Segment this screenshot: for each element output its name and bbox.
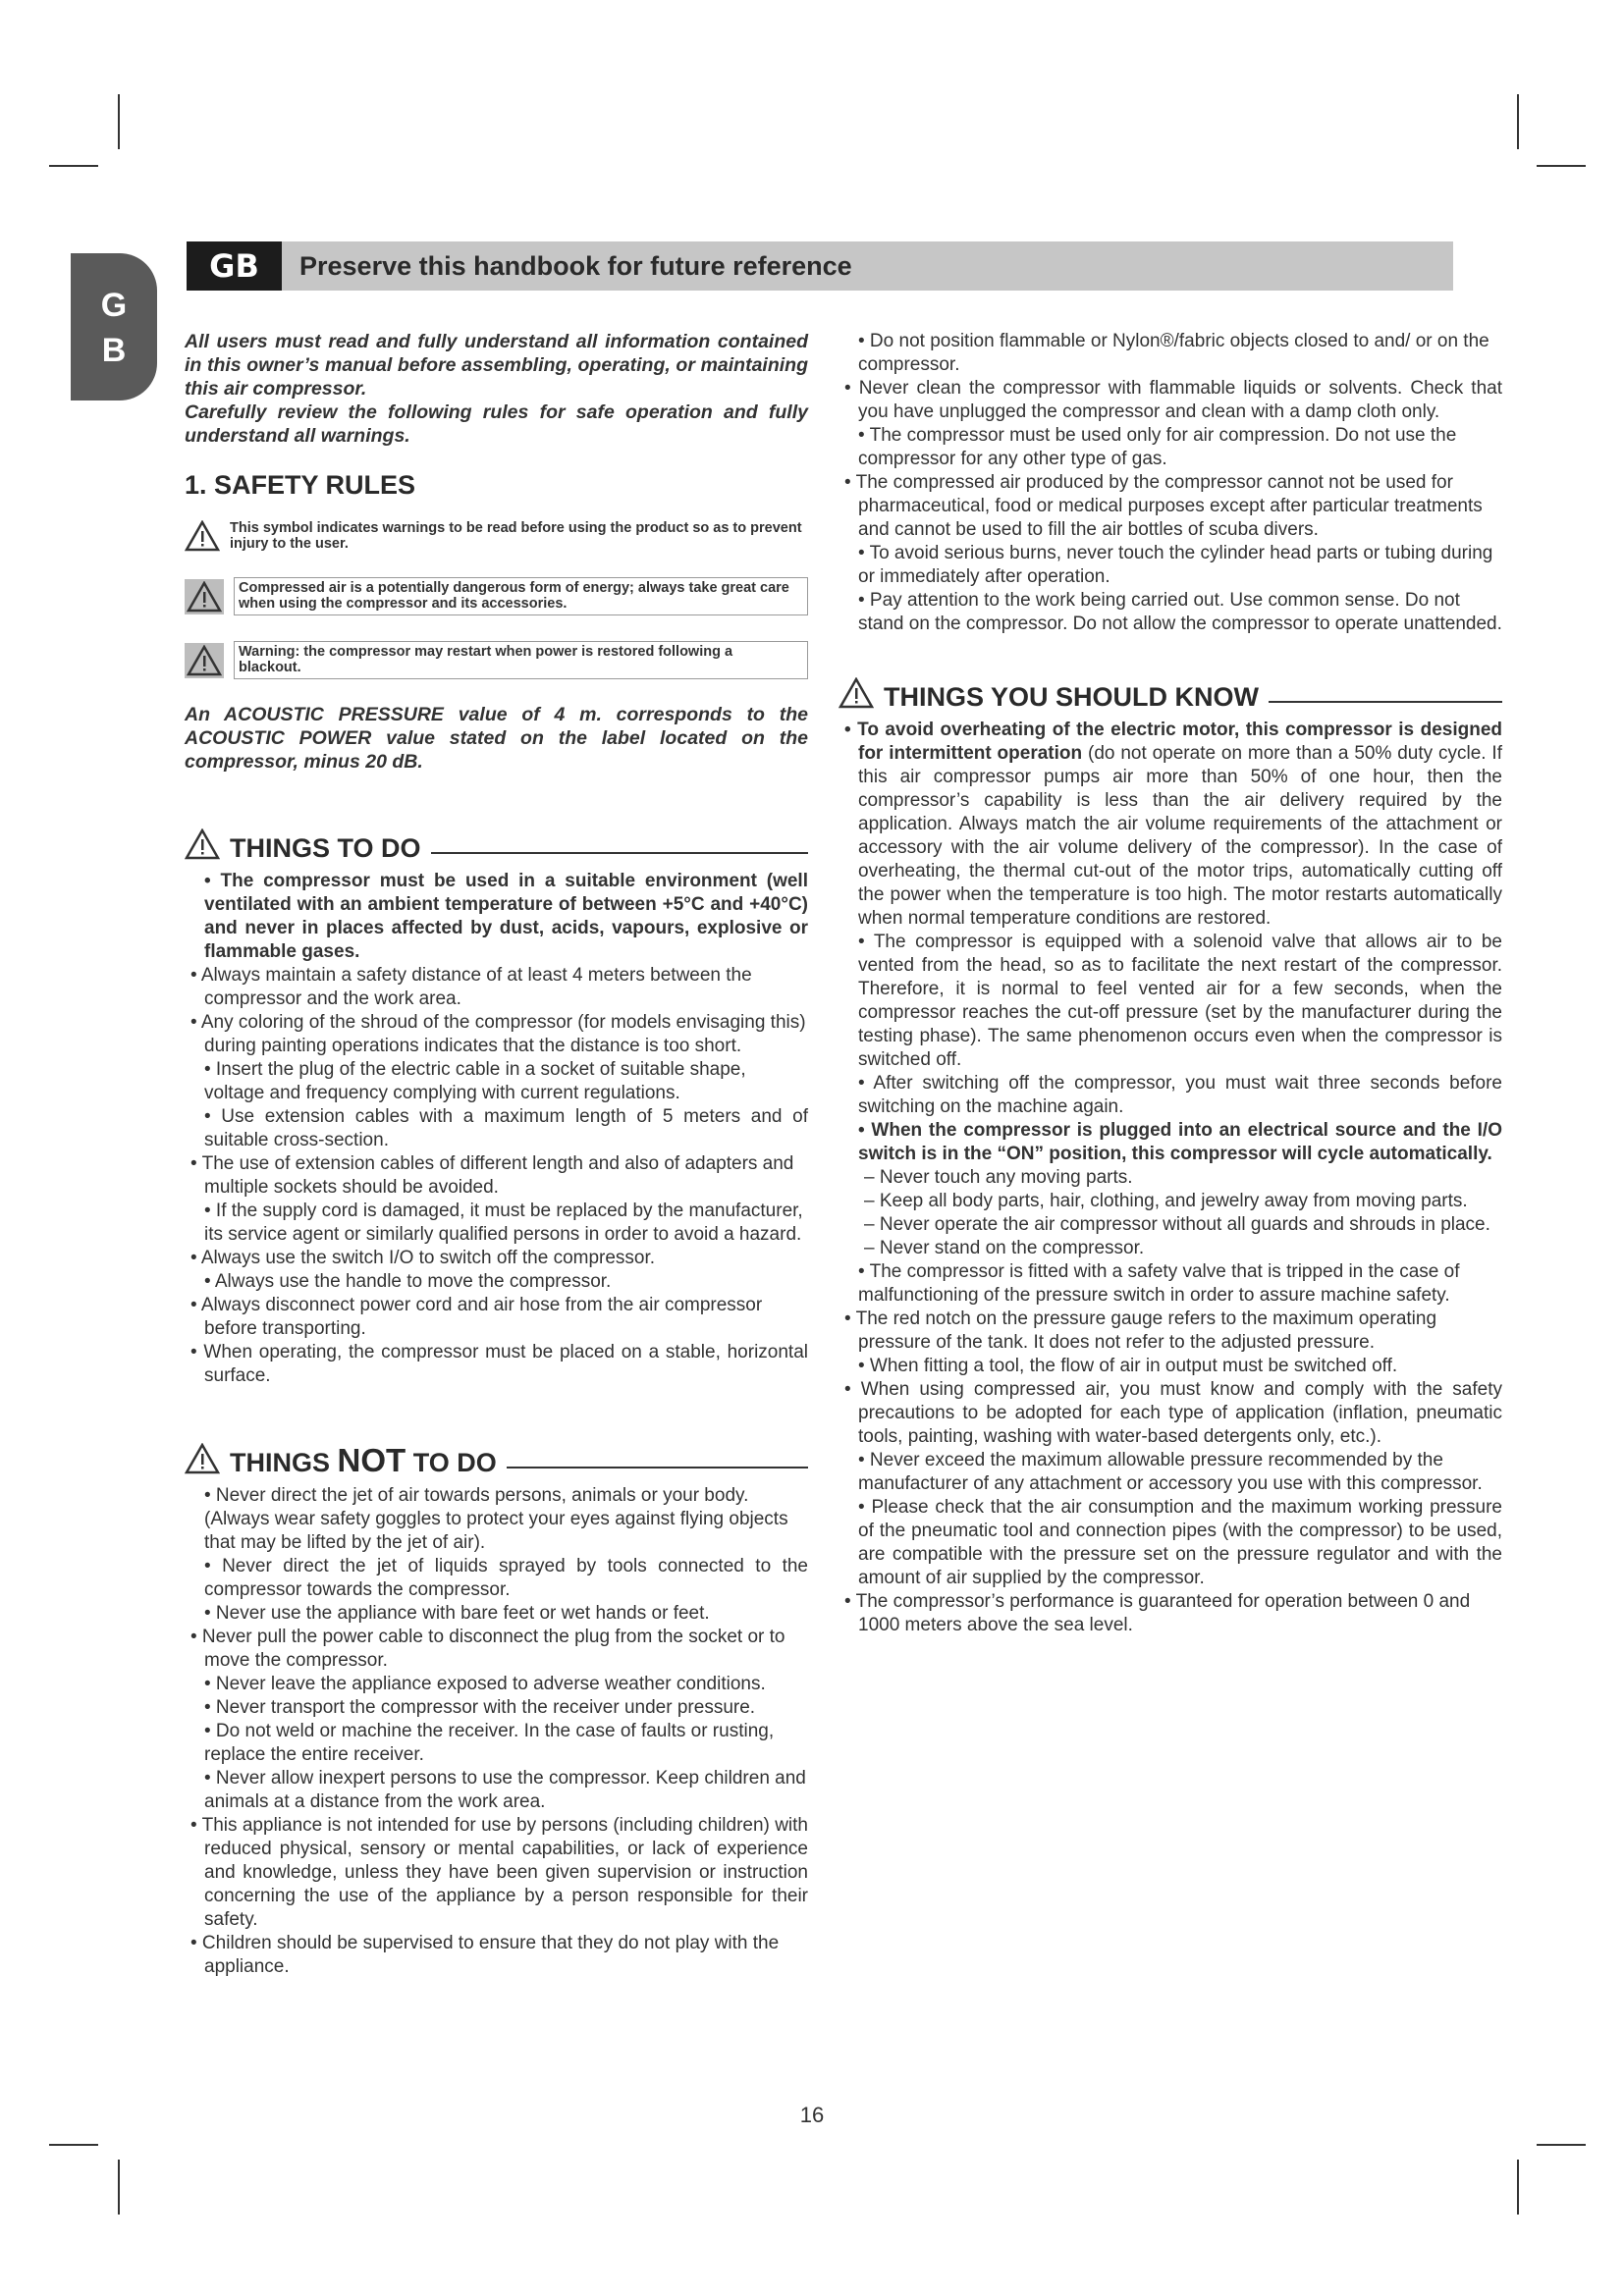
list-item-text: • If the supply cord is damaged, it must be replaced by the manufacturer, its service agent or similarly qualified persons in order to avoid a hazard. (204, 1201, 803, 1245)
list-item-text: • Insert the plug of the electric cable in a socket of suitable shape, voltage and frequency complying with current regulations. (204, 1059, 746, 1103)
list-item-text: • The compressor’s performance is guaranteed for operation between 0 and 1000 meters above the sea level. (844, 1591, 1471, 1635)
list-item (185, 1270, 808, 1294)
list-item-text: – Never touch any moving parts. (864, 1167, 1133, 1188)
list-item (839, 377, 1502, 424)
side-tab-letter: G (100, 287, 128, 324)
list-item-text: • Never use the appliance with bare feet or wet hands or feet. (204, 1603, 710, 1624)
list-item (185, 1932, 808, 1979)
crop-mark (1537, 165, 1586, 167)
right-top-list (839, 330, 1502, 636)
title-emphasis: NOT (337, 1442, 406, 1478)
list-item-text: • When fitting a tool, the flow of air in output must be switched off. (858, 1356, 1398, 1376)
list-item (839, 1260, 1502, 1308)
list-item (839, 1190, 1502, 1213)
subsection-title: THINGS TO DO (230, 833, 421, 863)
list-item (839, 1166, 1502, 1190)
list-item (185, 1626, 808, 1673)
warning-triangle-icon (185, 579, 224, 614)
warning-text: Compressed air is a potentially dangerous form of energy; always take great care when using the compressor and its accessories. (239, 580, 789, 612)
acoustic-note: An ACOUSTIC PRESSURE value of 4 m. corresponds to the ACOUSTIC POWER value stated on the label located on the compressor, minus 20 dB. (185, 704, 808, 773)
list-item (185, 1152, 808, 1200)
list-item-text: • The compressor must be used in a suitable environment (well ventilated with an ambient temperature of between +5°C and +40°C) and never in places affected by dust, acids, vapours, explosive or flammable gases. (204, 871, 808, 962)
list-item-text: • Always use the switch I/O to switch off the compressor. (190, 1248, 656, 1268)
subsection-title: THINGS YOU SHOULD KNOW (884, 682, 1260, 712)
list-item-text: – Never operate the air compressor without all guards and shrouds in place. (864, 1214, 1490, 1235)
warning-note (185, 520, 808, 552)
things-you-should-know-list (839, 719, 1502, 1637)
title-part: THINGS (230, 1448, 331, 1477)
list-item-text: • Never transport the compressor with the receiver under pressure. (204, 1697, 756, 1718)
list-item-text: • Never leave the appliance exposed to adverse weather conditions. (204, 1674, 766, 1694)
list-item (185, 1767, 808, 1814)
list-item-text: • To avoid overheating of the electric motor, this compressor is designed for intermittent operation (844, 720, 1502, 764)
list-item-text: • The use of extension cables of different length and also of adapters and multiple sockets should be avoided. (190, 1153, 794, 1198)
list-item-text: • When using compressed air, you must know and comply with the safety precautions to be adopted for each type of application (inflation, pneumatic tools, painting, washing with water-based detergents only, etc.). (844, 1379, 1502, 1447)
list-item (185, 1814, 808, 1932)
list-item (839, 1378, 1502, 1449)
title-part: TO DO (412, 1448, 497, 1477)
list-item (839, 1119, 1502, 1166)
list-item (185, 1555, 808, 1602)
list-item (185, 964, 808, 1011)
list-item (185, 1696, 808, 1720)
list-item-text: • Never allow inexpert persons to use the compressor. Keep children and animals at a distance from the work area. (204, 1768, 806, 1812)
list-item (839, 1496, 1502, 1590)
list-item (839, 1590, 1502, 1637)
warning-triangle-icon (185, 828, 220, 860)
warning-text: Warning: the compressor may restart when power is restored following a blackout. (239, 644, 733, 675)
side-tab-letter: B (101, 332, 127, 369)
crop-mark (49, 2144, 98, 2146)
language-code: GB (187, 241, 282, 291)
list-item-text: • The compressor is fitted with a safety valve that is tripped in the case of malfunctioning of the pressure switch in order to assure machine safety. (858, 1261, 1460, 1306)
crop-mark (49, 165, 98, 167)
list-item-text: • When the compressor is plugged into an electrical source and the I/O switch is in the “ON” position, this compressor will cycle automatically. (858, 1120, 1502, 1164)
list-item (839, 1237, 1502, 1260)
list-item (185, 1673, 808, 1696)
list-item (185, 1484, 808, 1555)
list-item (839, 1072, 1502, 1119)
list-item (839, 1213, 1502, 1237)
list-item-detail: (do not operate on more than a 50% duty cycle. If this air compressor pumps air more than 50% of one hour, then the compressor’s capability is less than the air delivery required by the application. Always match the air volume requirements of the attachment or accessory with the air volume delivery of the compressor). In the case of overheating, the thermal cut-out of the motor trips, automatically cutting off the power when the temperature is too high. The motor restarts automatically when normal temperature conditions are restored. (858, 743, 1502, 929)
list-item (839, 719, 1502, 931)
list-item (185, 1247, 808, 1270)
list-item-text: • The compressor must be used only for air compression. Do not use the compressor for any other type of gas. (858, 425, 1457, 469)
list-item (839, 424, 1502, 471)
list-item-text: • After switching off the compressor, you must wait three seconds before switching on the machine again. (858, 1073, 1502, 1117)
list-item-text: • Never pull the power cable to disconnect the plug from the socket or to move the compressor. (190, 1627, 785, 1671)
crop-mark (1537, 2144, 1586, 2146)
list-item (185, 1720, 808, 1767)
intro-text: Carefully review the following rules for safe operation and fully understand all warnings. (185, 401, 808, 447)
list-item-text: • This appliance is not intended for use by persons (including children) with reduced physical, sensory or mental capabilities, or lack of experience and knowledge, unless they have been given supervision or instruction concerning the use of the appliance by a person responsible for their safety. (190, 1815, 808, 1930)
list-item-text: – Keep all body parts, hair, clothing, and jewelry away from moving parts. (864, 1191, 1468, 1211)
left-column (185, 330, 808, 1979)
warning-note (185, 641, 808, 679)
list-item (839, 471, 1502, 542)
list-item (839, 931, 1502, 1072)
things-not-to-do-list (185, 1484, 808, 1979)
list-item-text: – Never stand on the compressor. (864, 1238, 1145, 1258)
list-item (185, 870, 808, 964)
list-item-text: • Do not position flammable or Nylon®/fabric objects closed to and/ or on the compressor. (858, 331, 1489, 375)
header-title: Preserve this handbook for future reference (299, 250, 852, 281)
list-item-text: • The red notch on the pressure gauge refers to the maximum operating pressure of the tank. It does not refer to the adjusted pressure. (844, 1308, 1437, 1353)
crop-mark (1517, 2160, 1519, 2215)
list-item-text: • Never exceed the maximum allowable pressure recommended by the manufacturer of any attachment or accessory you use with this compressor. (858, 1450, 1483, 1494)
language-side-tab (71, 253, 157, 400)
list-item (185, 1011, 808, 1058)
list-item-text: • The compressed air produced by the compressor cannot not be used for pharmaceutical, food or medical purposes except after particular treatments and cannot be used to fill the air bottles of scuba divers. (844, 472, 1483, 540)
warning-triangle-icon (185, 643, 224, 678)
list-item (839, 330, 1502, 377)
warning-triangle-icon (185, 1443, 220, 1474)
warning-text: This symbol indicates warnings to be read before using the product so as to prevent injury to the user. (230, 520, 802, 552)
list-item-text: • Never direct the jet of liquids sprayed by tools connected to the compressor towards the compressor. (204, 1556, 808, 1600)
crop-mark (118, 94, 120, 149)
list-item-text: • Never direct the jet of air towards persons, animals or your body. (Always wear safety goggles to protect your eyes against flying objects that may be lifted by the jet of air). (204, 1485, 788, 1553)
list-item-text: • Use extension cables with a maximum length of 5 meters and of suitable cross-section. (204, 1106, 808, 1150)
list-item-text: • When operating, the compressor must be placed on a stable, horizontal surface. (190, 1342, 808, 1386)
list-item (185, 1602, 808, 1626)
list-item-text: • The compressor is equipped with a solenoid valve that allows air to be vented from the head, so as to facilitate the next restart of the compressor. Therefore, it is normal to feel vented air for a few seconds, when the compressor reaches the cut-off pressure (set by the manufacturer during the testing phase). The same phenomenon occurs even when the compressor is switched off. (858, 932, 1502, 1070)
list-item-text: • Always use the handle to move the compressor. (204, 1271, 612, 1292)
list-item (185, 1105, 808, 1152)
things-not-to-do-heading (185, 1442, 808, 1478)
list-item (839, 1308, 1502, 1355)
list-item (185, 1058, 808, 1105)
list-item-text: • Please check that the air consumption and the maximum working pressure of the pneumatic tool and connection pipes (with the compressor) to be used, are compatible with the pressure set on the pressure regulator and with the amount of air supplied by the compressor. (858, 1497, 1502, 1588)
right-column (839, 330, 1502, 1637)
list-item (839, 589, 1502, 636)
intro-text: All users must read and fully understand all information contained in this owner’s manual before assembling, operating, or maintaining this air compressor. (185, 331, 808, 400)
page-number: 16 (799, 2103, 825, 2127)
list-item-text: • Never clean the compressor with flammable liquids or solvents. Check that you have unplugged the compressor and clean with a damp cloth only. (844, 378, 1502, 422)
warning-note (185, 577, 808, 615)
list-item-text: • Pay attention to the work being carried out. Use common sense. Do not stand on the compressor. Do not allow the compressor to operate unattended. (858, 590, 1502, 634)
list-item-text: • Any coloring of the shroud of the compressor (for models envisaging this) during painting operations indicates that the distance is too short. (190, 1012, 806, 1056)
subsection-title (230, 1442, 497, 1478)
list-item (185, 1341, 808, 1388)
things-to-do-heading (185, 828, 808, 863)
things-you-should-know-heading (839, 677, 1502, 712)
list-item-text: • Always disconnect power cord and air hose from the air compressor before transporting. (190, 1295, 763, 1339)
list-item (839, 1449, 1502, 1496)
header-bar (187, 241, 1453, 291)
list-item (839, 1355, 1502, 1378)
warning-triangle-icon (185, 520, 220, 552)
list-item-text: • Always maintain a safety distance of at least 4 meters between the compressor and the work area. (190, 965, 752, 1009)
crop-mark (118, 2160, 120, 2215)
list-item (839, 542, 1502, 589)
list-item-text: • Do not weld or machine the receiver. In the case of faults or rusting, replace the entire receiver. (204, 1721, 775, 1765)
list-item-text: • Children should be supervised to ensure that they do not play with the appliance. (190, 1933, 780, 1977)
list-item-text: • To avoid serious burns, never touch the cylinder head parts or tubing during or immediately after operation. (858, 543, 1493, 587)
crop-mark (1517, 94, 1519, 149)
list-item (185, 1294, 808, 1341)
list-item (185, 1200, 808, 1247)
things-to-do-list (185, 870, 808, 1388)
warning-triangle-icon (839, 677, 874, 709)
section-title: 1. SAFETY RULES (185, 470, 416, 500)
